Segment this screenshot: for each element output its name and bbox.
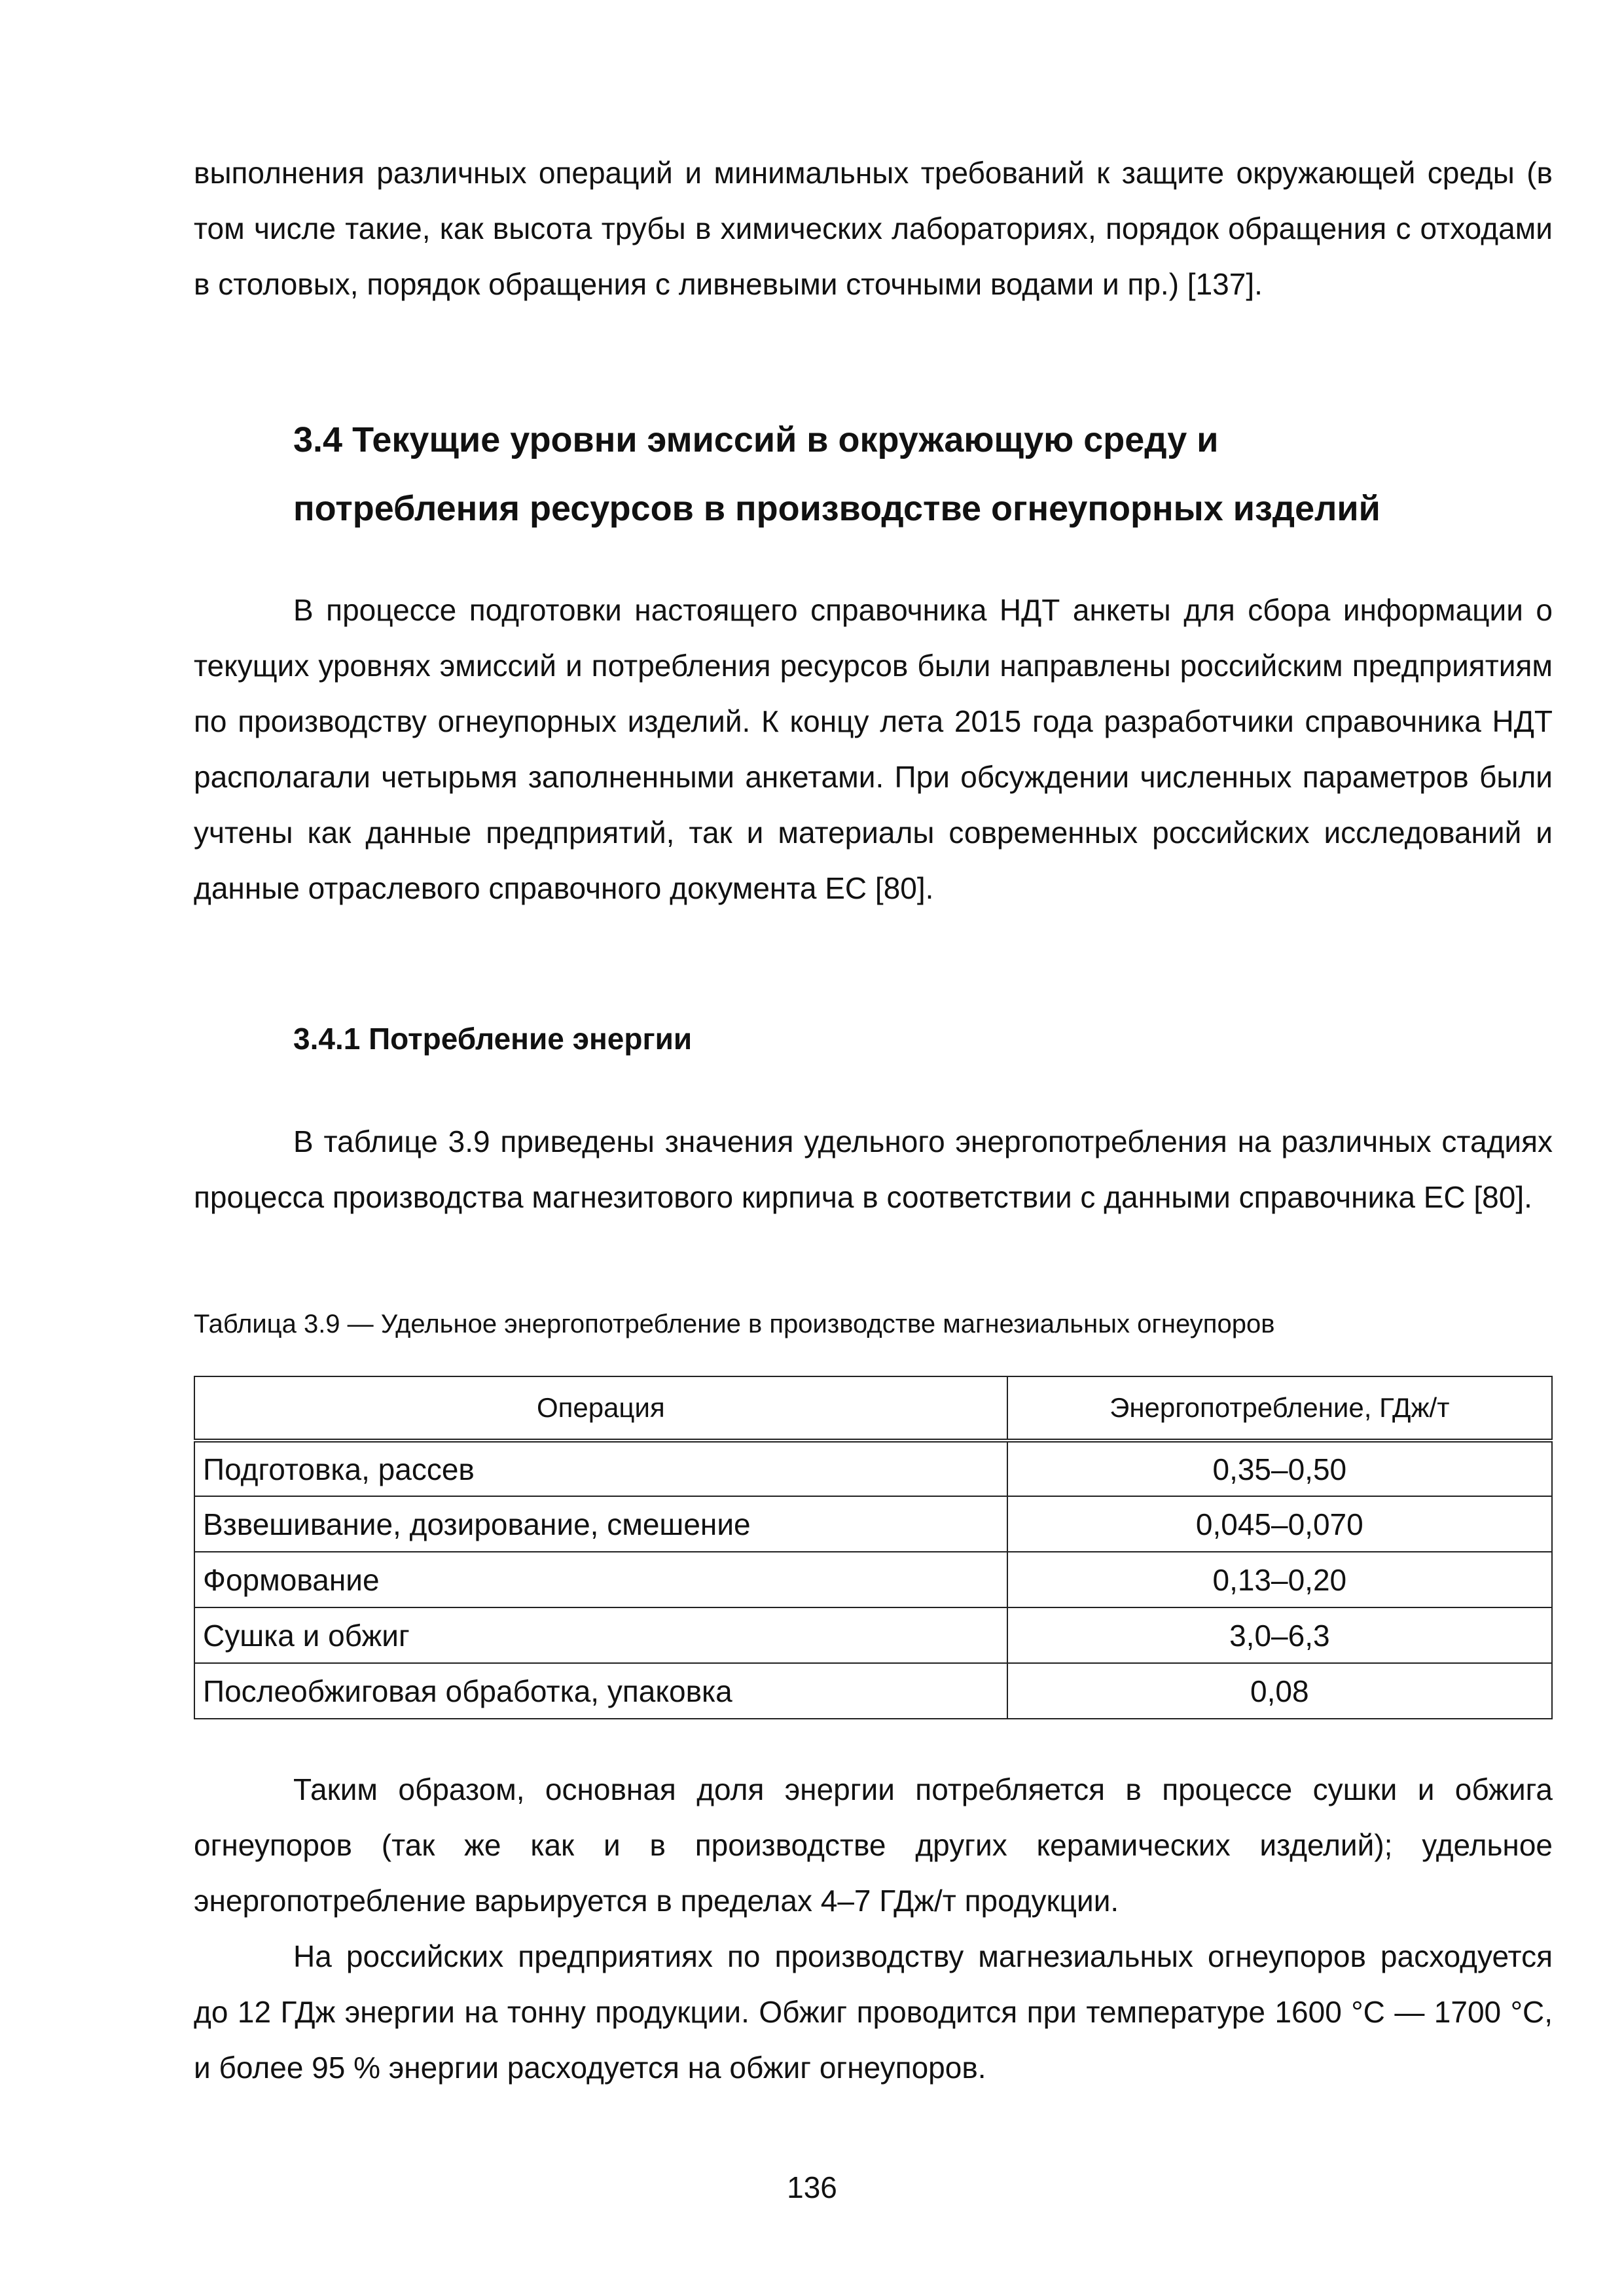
cell-operation: Взвешивание, дозирование, смешение (194, 1496, 1007, 1552)
cell-operation: Послеобжиговая обработка, упаковка (194, 1663, 1007, 1719)
conclusion-paragraph-1: Таким образом, основная доля энергии потребляется в процессе сушки и обжига огнеупоров (так же как и в производстве других керамических изделий); удельное энергопотребление варьируется в пределах 4–7 ГДж/т продукции. (194, 1772, 1553, 1918)
cell-operation: Формование (194, 1552, 1007, 1607)
table-header-row (194, 1376, 1552, 1441)
table-row (194, 1441, 1552, 1496)
section-title-line1: 3.4 Текущие уровни эмиссий в окружающую среду и (293, 420, 1219, 459)
header-operation: Операция (194, 1376, 1007, 1441)
cell-value: 3,0–6,3 (1007, 1607, 1552, 1663)
cell-operation: Сушка и обжиг (194, 1607, 1007, 1663)
header-energy: Энергопотребление, ГДж/т (1007, 1376, 1552, 1441)
cell-value: 0,045–0,070 (1007, 1496, 1552, 1552)
cell-value: 0,13–0,20 (1007, 1552, 1552, 1607)
subsection-title: 3.4.1 Потребление энергии (293, 1022, 693, 1056)
page-number: 136 (787, 2170, 837, 2204)
subsection-paragraph: В таблице 3.9 приведены значения удельного энергопотребления на различных стадиях процесса производства магнезитового кирпича в соответствии с данными справочника ЕС [80]. (194, 1124, 1553, 1214)
cell-value: 0,08 (1007, 1663, 1552, 1719)
cell-value: 0,35–0,50 (1007, 1441, 1552, 1496)
table-row (194, 1663, 1552, 1719)
table-row (194, 1496, 1552, 1552)
intro-paragraph: выполнения различных операций и минимальных требований к защите окружающей среды (в том числе такие, как высота трубы в химических лабораториях, порядок обращения с отходами в столовых, порядок обращения с ливневыми сточными водами и пр.) [137]. (194, 156, 1553, 301)
cell-operation: Подготовка, рассев (194, 1441, 1007, 1496)
energy-table (194, 1376, 1553, 1719)
table-caption: Таблица 3.9 — Удельное энергопотребление в производстве магнезиальных огнеупоров (194, 1310, 1275, 1338)
section-title-line2: потребления ресурсов в производстве огнеупорных изделий (293, 489, 1380, 528)
table-row (194, 1552, 1552, 1607)
table-row (194, 1607, 1552, 1663)
conclusion-paragraph-2: На российских предприятиях по производству магнезиальных огнеупоров расходуется до 12 ГДж энергии на тонну продукции. Обжиг проводится при температуре 1600 °С — 1700 °С, и более 95 % энергии расходуется на обжиг огнеупоров. (194, 1939, 1553, 2085)
section-paragraph: В процессе подготовки настоящего справочника НДТ анкеты для сбора информации о текущих уровнях эмиссий и потребления ресурсов были направлены российским предприятиям по производству огнеупорных изделий. К концу лета 2015 года разработчики справочника НДТ располагали четырьмя заполненными анкетами. При обсуждении численных параметров были учтены как данные предприятий, так и материалы современных российских исследований и данные отраслевого справочного документа ЕС [80]. (194, 593, 1553, 905)
